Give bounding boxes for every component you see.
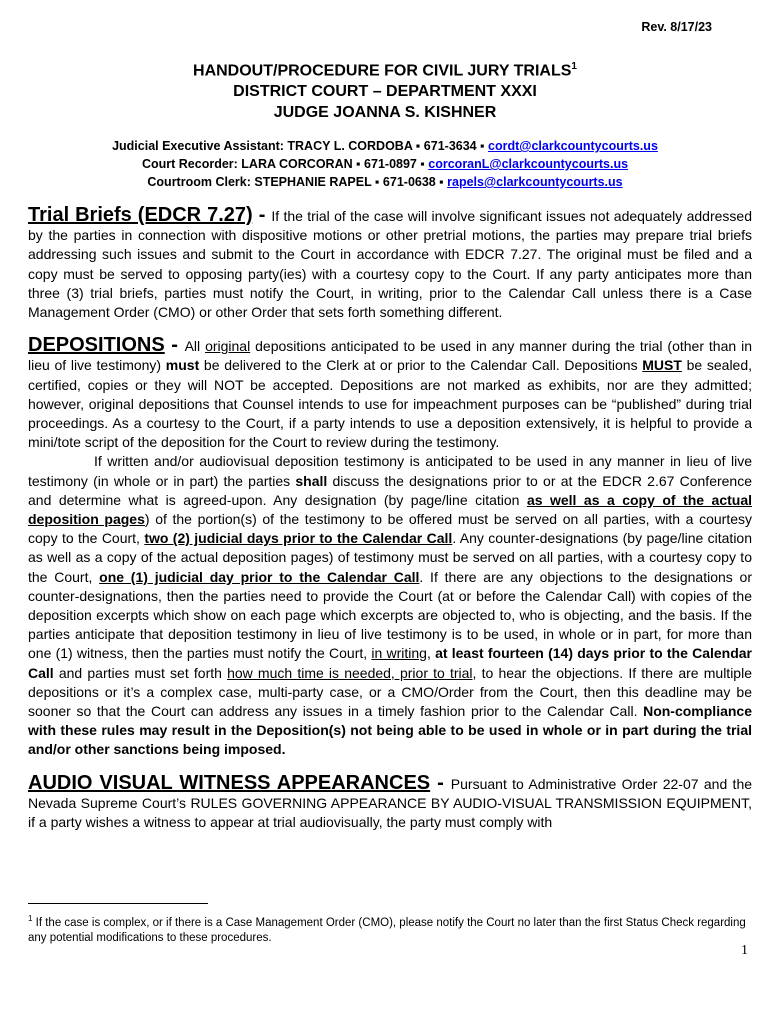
title-footnote-ref: 1 [571,61,577,72]
depositions-heading: DEPOSITIONS [28,334,165,357]
text-run: one (1) judicial day prior to the Calendar Call [99,568,420,585]
text-run: shall [295,472,328,489]
trial-briefs-section [28,206,752,322]
text-run: MUST [642,357,682,374]
contact-email-link[interactable]: rapels@clarkcountycourts.us [447,175,623,189]
footnote-text: If the case is complex, or if there is a Case Management Order (CMO), please notify the Court no later than the first Status Check regarding any potential modifications to these procedures. [28,916,746,944]
contact-role: Court Recorder: [141,157,238,171]
contact-role: Courtroom Clerk: [147,175,251,189]
page-number: 1 [741,943,748,958]
contact-email-link[interactable]: cordt@clarkcountycourts.us [488,139,658,153]
separator-bullet: ▪ [439,175,444,189]
text-run: Non-compliance with these rules may result in the Deposition(s) not being able to be used in whole or in part during the trial and/or other sanctions being imposed. [28,703,752,758]
separator-bullet: ▪ [375,175,380,189]
heading-dash: - [252,204,272,226]
contact-line [0,137,770,155]
text-run: as well as a copy of the actual deposition pages [28,491,752,528]
document-body [28,206,752,846]
text-run: ) of the portion(s) of the testimony to be offered must be served on all parties, with a courtesy copy to the Court, [28,511,753,547]
title-line-1 [0,56,770,81]
audio-visual-heading: AUDIO VISUAL WITNESS APPEARANCES [28,771,431,794]
trial-briefs-text: If the trial of the case will involve significant issues not adequately addressed by the parties in connection with dispositive motions or other pretrial motions, the parties may prepare trial briefs addressing such issues and submit to the Court in accordance with EDCR 7.27. The original must be filed and a copy must be served to opposing party(ies) with a courtesy copy to the Court. If any party anticipates more than three (3) trial briefs, parties must notify the Court, in writing, prior to the Calendar Call unless there is a Case Management Order (CMO) or other Order that sets forth something different. [28,208,752,321]
contact-name: LARA CORCORAN [241,157,353,171]
heading-dash: - [164,334,185,357]
text-run: in writing [371,645,427,662]
contact-name: TRACY L. CORDOBA [287,139,413,153]
trial-briefs-heading: Trial Briefs (EDCR 7.27) [28,204,253,226]
text-run: how much time is needed, prior to trial, [227,664,477,681]
contact-email-link[interactable]: corcoranL@clarkcountycourts.us [428,157,629,171]
contact-phone: 671-0638 [382,175,436,189]
separator-bullet: ▪ [420,157,425,171]
title-text: HANDOUT/PROCEDURE FOR CIVIL JURY TRIALS [193,62,572,80]
contact-list [0,137,770,191]
text-run: depositions anticipated to be used in any manner during the trial (other than in lieu of live testimony) [28,338,752,374]
contact-line [0,155,770,173]
heading-dash: - [430,771,451,794]
text-run: If written and/or audiovisual deposition testimony is anticipated to be used in any manner in lieu of live testimony (in whole or in part) the parties [28,453,752,489]
text-run: . Any counter-designations (by page/line citation as well as a copy of the actual deposition pages) of testimony must be served on all parties, with a courtesy copy to the Court, [28,530,752,585]
text-run: and parties must set forth [53,664,228,681]
contact-phone: 671-0897 [364,157,417,171]
text-run: original [205,338,251,355]
audio-visual-section [28,771,753,833]
separator-bullet: ▪ [415,139,421,153]
footnote [28,911,748,946]
depositions-paragraph-2 [28,452,752,759]
contact-phone: 671-3634 [423,139,477,153]
contact-line [0,173,770,191]
text-run: discuss the designations prior to or at the EDCR 2.67 Conference and determine what is agreed-upon. Any designation (by page/line citation [28,472,752,508]
text-run: must [165,357,200,374]
text-run: All [184,338,206,355]
text-run: be sealed, certified, copies or they will NOT be accepted. Depositions are not marked as exhibits, nor are they admitted; however, original depositions that Counsel intends to use for impeachment purposes can be “published” during trial proceedings. As a courtesy to the Court, if a party intends to use a deposition extensively, it is helpful to provide a mini/tote script of the deposition for the Court to review during the testimony. [28,357,753,451]
audio-visual-text: Pursuant to Administrative Order 22-07 and the Nevada Supreme Court’s RULES GOVERNING APPEARANCE BY AUDIO-VISUAL TRANSMISSION EQUIPMENT, if a party wishes a witness to appear at trial audiovisually, the party must comply with [28,775,753,831]
contact-role: Judicial Executive Assistant: [112,139,284,153]
text-run: at least fourteen (14) days prior to the Calendar Call [28,645,753,681]
revision-date: Rev. 8/17/23 [641,20,712,34]
text-run: be delivered to the Clerk at or prior to the Calendar Call. Depositions [199,357,643,374]
text-run: two (2) judicial days prior to the Calendar Call [144,530,453,547]
separator-bullet: ▪ [480,139,485,153]
footnote-divider [28,903,208,904]
contact-name: STEPHANIE RAPEL [254,175,372,189]
text-run: to hear the objections. If there are multiple depositions or it’s a complex case, multi-party case, or a CMO/Order from the Court, then this deadline may be sooner so that the Court can address any issues in a timely fashion prior to the Calendar Call. [28,664,752,720]
title-line-2: DISTRICT COURT – DEPARTMENT XXXI [233,83,537,101]
footnote-marker: 1 [28,914,33,923]
depositions-section [28,336,752,452]
document-header [0,56,770,123]
title-line-3: JUDGE JOANNA S. KISHNER [273,104,497,122]
text-run: . If there are any objections to the designations or counter-designations, then the parties need to provide the Court (at or before the Calendar Call) with copies of the deposition excerpts which show on each page which excerpts are objected to, who is objecting, and the basis. If the parties anticipate that deposition testimony in lieu of live testimony is to be used, in whole or in part, for more than one (1) witness, then the parties must notify the Court, [28,568,752,662]
text-run: , [426,645,436,662]
separator-bullet: ▪ [356,157,361,171]
